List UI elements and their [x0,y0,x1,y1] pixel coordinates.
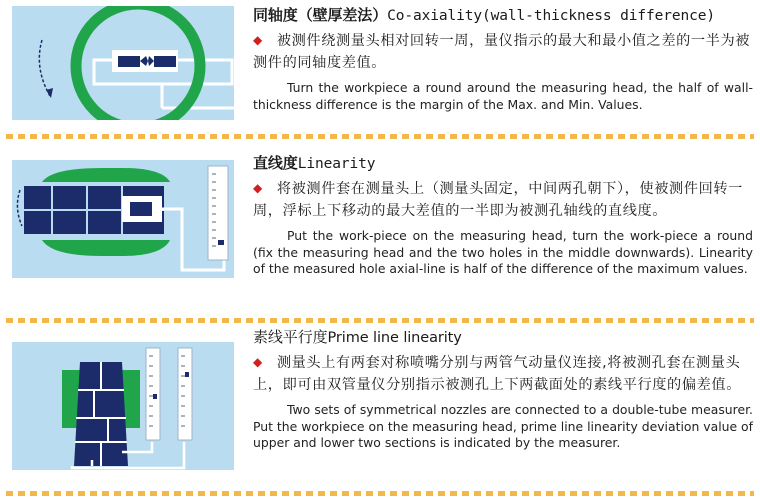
coaxiality-illustration [12,6,234,120]
linearity-illustration [12,160,234,278]
coaxiality-content [253,6,753,113]
workpiece-upper-wall [42,168,170,182]
rotation-arrow [39,40,50,96]
linearity-diagram [12,160,234,278]
left-nozzle [118,56,140,67]
heading-en: Prime line linearity [327,330,462,346]
bullet-icon: ◆ [253,355,263,369]
text-en: Two sets of symmetrical nozzles are connected to a double-tube measurer. Put the workpiece on the measuring head, prime line linearity deviation value of upper and lower two sections is indicated by the measurer. [253,402,753,451]
prime-line-content [253,328,753,452]
section-coaxiality [0,0,760,130]
prime-line-text-zh [253,352,753,396]
linearity-text-zh [253,178,753,222]
heading-zh: 同轴度（壁厚差法） [253,6,388,24]
linearity-heading [253,154,753,173]
section-prime-line [0,326,760,499]
divider [6,134,754,139]
prime-line-diagram [12,342,234,470]
text-zh: 测量头上有两套对称喷嘴分别与两管气动量仪连接,将被测孔套在测量头上，即可由双管量仪分别指示被测孔上下两截面处的素线平行度的偏差值。 [253,355,741,393]
workpiece-lower-wall [42,240,170,256]
heading-zh: 素线平行度 [253,328,328,346]
linearity-text-en [253,228,753,278]
gauge-float [218,240,224,245]
linearity-content [253,154,753,278]
gauge-float-1 [153,394,157,399]
heading-en: Co-axiality(wall-thickness difference) [387,8,716,24]
text-zh: 将被测件套在测量头上（测量头固定，中间两孔朝下），使被测件回转一周，浮标上下移动的最大差值的一半即为被测孔轴线的直线度。 [253,181,743,219]
prime-line-illustration [12,342,234,470]
text-zh: 被测件绕测量头相对回转一周，量仪指示的最大和最小值之差的一半为被测件的同轴度差值。 [253,33,751,71]
gauge-tube [208,166,228,260]
text-en: Put the work-piece on the measuring head, turn the work-piece a round (fix the measuring head and the two holes in the middle downwards). Linearity of the measured hole axial-line is half of the difference of the maximum values. [253,228,753,277]
coaxiality-text-zh [253,30,753,74]
rotation-arrow [17,190,22,226]
divider [6,318,754,323]
right-nozzle [154,56,176,67]
divider [6,491,754,496]
coaxiality-heading [253,6,753,25]
prime-line-text-en [253,402,753,452]
heading-zh: 直线度 [253,154,298,172]
heading-en: Linearity [297,156,376,172]
coaxiality-text-en [253,80,753,113]
connector-core [130,202,152,216]
bullet-icon: ◆ [253,33,263,47]
text-en: Turn the workpiece a round around the measuring head, the half of wall-thickness difference is the margin of the Max. and Min. Values. [253,80,753,112]
section-linearity [0,148,760,318]
prime-line-heading [253,328,753,347]
coaxiality-diagram [12,6,234,120]
bullet-icon: ◆ [253,181,263,195]
gauge-float-2 [185,372,189,377]
